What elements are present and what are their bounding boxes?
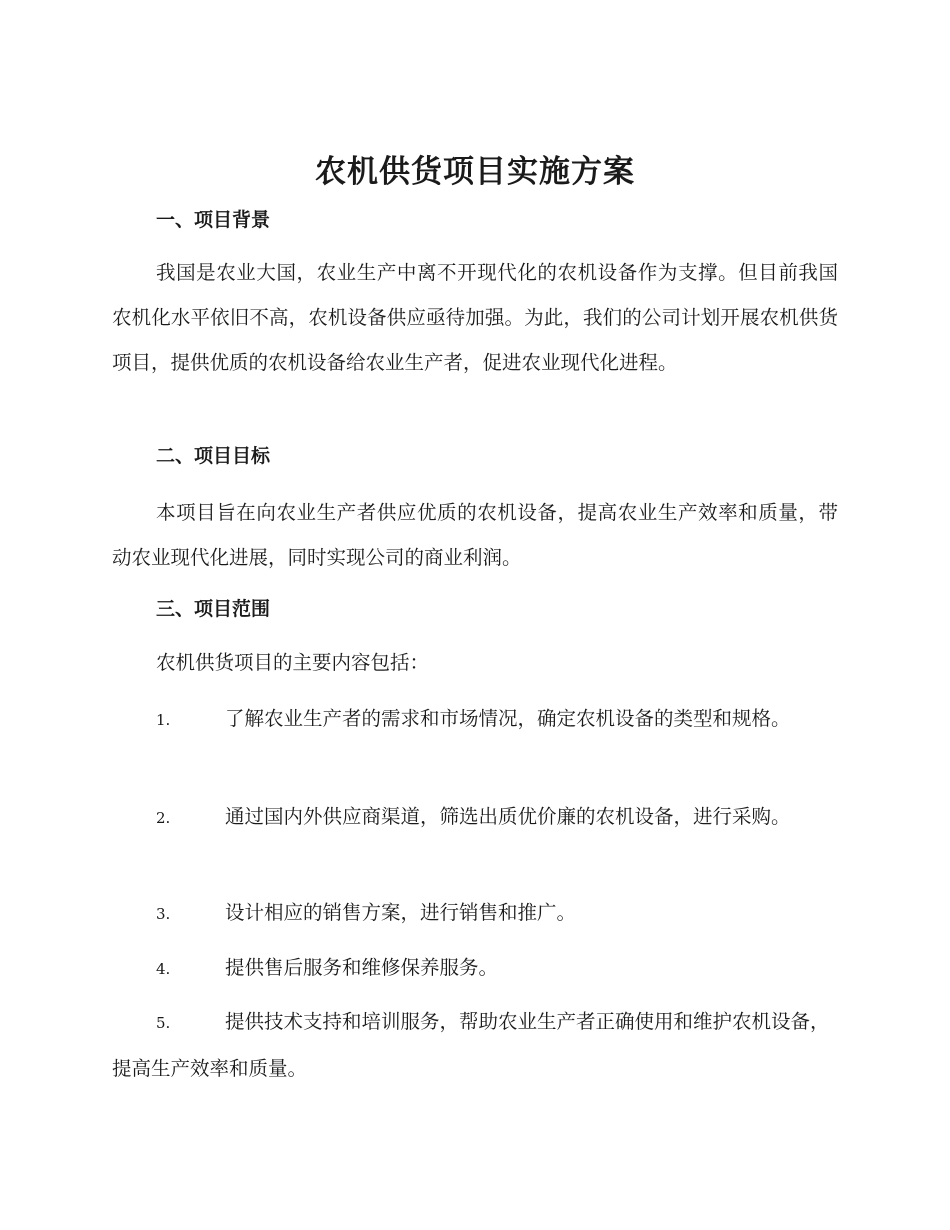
list-item-number: 3. (156, 905, 171, 923)
paragraph-scope-intro: 农机供货项目的主要内容包括： (156, 651, 430, 674)
list-item-text: 通过国内外供应商渠道，筛选出质优价廉的农机设备，进行采购。 (225, 805, 791, 828)
list-item-number: 1. (156, 711, 171, 729)
document-title: 农机供货项目实施方案 (315, 154, 635, 190)
paragraph-background: 我国是农业大国，农业生产中离不开现代化的农机设备作为支撑。但目前我国农机化水平依旧不高，农机设备供应亟待加强。为此，我们的公司计划开展农机供货项目，提供优质的农机设备给农业生产者，促进农业现代化进程。 (112, 261, 838, 374)
list-item-text: 提供售后服务和维修保养服务。 (225, 956, 499, 979)
list-item (112, 696, 838, 743)
section-heading-background: 一、项目背景 (156, 209, 271, 231)
section-heading-goals: 二、项目目标 (156, 445, 271, 467)
list-item (112, 794, 838, 841)
list-item-text: 提供技术支持和培训服务，帮助农业生产者正确使用和维护农机设备，提高生产效率和质量。 (112, 1010, 830, 1080)
list-item (112, 945, 838, 992)
list-item-number: 5. (156, 1014, 171, 1032)
section-heading-scope: 三、项目范围 (156, 598, 271, 620)
paragraph-goals: 本项目旨在向农业生产者供应优质的农机设备，提高农业生产效率和质量，带动农业现代化进展，同时实现公司的商业利润。 (112, 501, 838, 569)
list-item (112, 890, 838, 937)
list-item-number: 4. (156, 960, 171, 978)
list-item-text: 设计相应的销售方案，进行销售和推广。 (225, 901, 577, 924)
list-item-text: 了解农业生产者的需求和市场情况，确定农机设备的类型和规格。 (225, 707, 791, 730)
list-item-number: 2. (156, 809, 171, 827)
list-item (112, 999, 838, 1091)
